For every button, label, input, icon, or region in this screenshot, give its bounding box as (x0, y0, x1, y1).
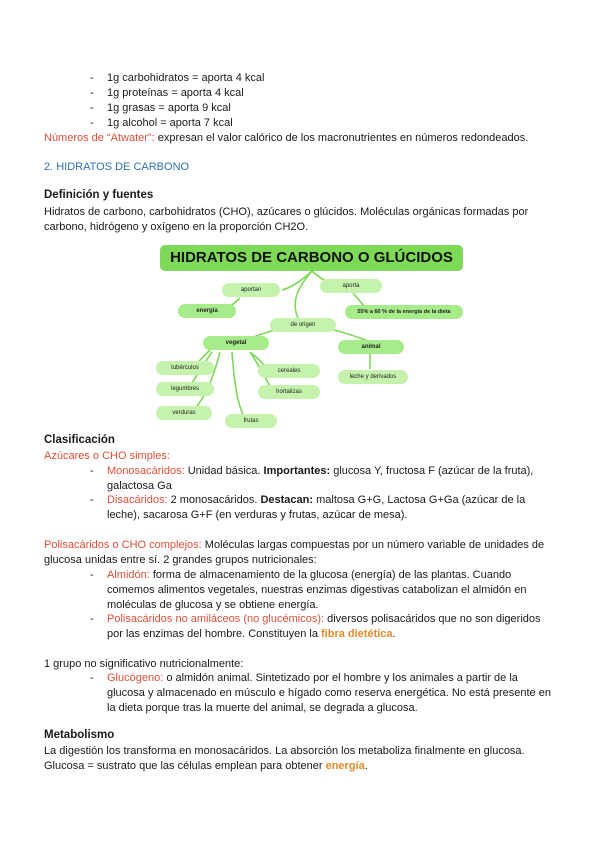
metabolismo-text: Glucosa = sustrato que las células emplean para obtener (44, 760, 326, 772)
node-verduras: verduras (156, 406, 212, 420)
almidon-term: Almidón: (107, 569, 150, 581)
polisacaridos-line2: glucosa unidas entre sí. 2 grandes grupos nutricionales: (44, 554, 317, 566)
node-porcentaje: 55% a 60 % de la energía de la dieta (345, 305, 463, 319)
monosacaridos-line (107, 464, 533, 479)
almidon-line3: moléculas de glucosa y se obtiene energía. (107, 599, 319, 611)
mono-bold: Importantes: (263, 465, 331, 477)
kcal-item: 1g alcohol = aporta 7 kcal (107, 117, 233, 129)
disacaridos-line (107, 493, 525, 508)
dash: - (90, 102, 94, 114)
almidon-text: forma de almacenamiento de la glucosa (energía) de las plantas. Cuando (149, 569, 512, 581)
mono-text: Unidad básica. (184, 465, 264, 477)
no-amil-text2: por las enzimas del hombre. Constituyen la (107, 628, 321, 640)
definicion-text: Hidratos de carbono, carbohidratos (CHO), azúcares o glúcidos. Moléculas orgánicas formadas por (44, 206, 529, 218)
mono-text2: glucosa Y, fructosa F (azúcar de la fruta), (330, 465, 534, 477)
node-animal: animal (338, 340, 404, 354)
poli-text: Moléculas largas compuestas por un número variable de unidades de (201, 539, 545, 551)
dash: - (90, 569, 94, 581)
di-text: 2 monosacáridos. (167, 494, 261, 506)
section-title: 2. HIDRATOS DE CARBONO (44, 161, 190, 173)
definicion-text: carbono, hidrógeno y oxígeno en la proporción CH2O. (44, 221, 309, 233)
poli-term: Polisacáridos o CHO complejos: (44, 539, 202, 551)
di-term: Disacáridos: (107, 494, 168, 506)
dash: - (90, 672, 94, 684)
di-bold: Destacan: (260, 494, 314, 506)
metabolismo-line1: La digestión los transforma en monosacáridos. La absorción los metaboliza finalmente en glucosa. (44, 745, 525, 757)
node-cereales: cereales (258, 364, 320, 378)
node-tuberculos: tubérculos (156, 361, 214, 375)
kcal-item: 1g grasas = aporta 9 kcal (107, 102, 231, 114)
fibra-dietetica: fibra dietética (321, 628, 393, 640)
node-aporta: aporta (320, 279, 382, 293)
mindmap-title: HIDRATOS DE CARBONO O GLÚCIDOS (160, 245, 463, 271)
metabolismo-heading: Metabolismo (44, 729, 115, 741)
node-energia: energía (178, 304, 236, 318)
monosacaridos-line2: galactosa Ga (107, 480, 172, 492)
mono-term: Monosacáridos: (107, 465, 185, 477)
node-leche: leche y derivados (338, 370, 408, 384)
disacaridos-line2: leche), sacarosa G+F (en verduras y frutas, azúcar de mesa). (107, 509, 408, 521)
dash: - (90, 494, 94, 506)
clasificacion-heading: Clasificación (44, 434, 115, 446)
glucogeno-line3: la dieta porque tras la muerte del animal, se degrada a glucosa. (107, 702, 418, 714)
node-aportan: aportan (222, 283, 280, 297)
dash: - (90, 465, 94, 477)
no-amil-term: Polisacáridos no amiláceos (no glucémicos): (107, 613, 325, 625)
dash: - (90, 613, 94, 625)
no-amilaceos-line (107, 612, 541, 627)
period: . (392, 628, 396, 640)
no-amil-text: diversos polisacáridos que no son digeridos (324, 613, 541, 625)
node-frutas: frutas (225, 414, 277, 428)
glucogeno-term: Glucógeno: (107, 672, 164, 684)
node-legumbres: legumbres (156, 382, 214, 396)
glucogeno-text: o almidón animal. Sintetizado por el hombre y los animales a partir de la (163, 672, 518, 684)
definicion-heading: Definición y fuentes (44, 189, 154, 201)
energia-emphasis: energía (325, 760, 365, 772)
kcal-item: 1g proteínas = aporta 4 kcal (107, 87, 244, 99)
dash: - (90, 72, 94, 84)
kcal-item: 1g carbohidratos = aporta 4 kcal (107, 72, 265, 84)
glucogeno-line (107, 671, 518, 686)
node-vegetal: vegetal (203, 336, 269, 350)
almidon-line (107, 568, 511, 583)
no-amilaceos-line2 (107, 627, 396, 642)
node-de-origen: de origen (270, 318, 336, 332)
di-text2: maltosa G+G, Lactosa G+Ga (azúcar de la (313, 494, 526, 506)
metabolismo-line2 (44, 759, 368, 774)
period: . (364, 760, 368, 772)
atwater-term: Números de “Atwater”: (44, 132, 155, 144)
almidon-line2: comemos alimentos vegetales, nuestras enzimas digestivas catabolizan el almidón en (107, 584, 527, 596)
node-hortalizas: hortalizas (258, 385, 320, 399)
grupo-line: 1 grupo no significativo nutricionalmente: (44, 658, 244, 670)
polisacaridos-line (44, 538, 544, 553)
dash: - (90, 117, 94, 129)
simples-title: Azúcares o CHO simples: (44, 450, 170, 462)
atwater-text: expresan el valor calórico de los macronutrientes en números redondeados. (154, 132, 529, 144)
dash: - (90, 87, 94, 99)
glucogeno-line2: glucosa y almacenado en músculo e hígado como reserva energética. No está presente en (107, 687, 551, 699)
